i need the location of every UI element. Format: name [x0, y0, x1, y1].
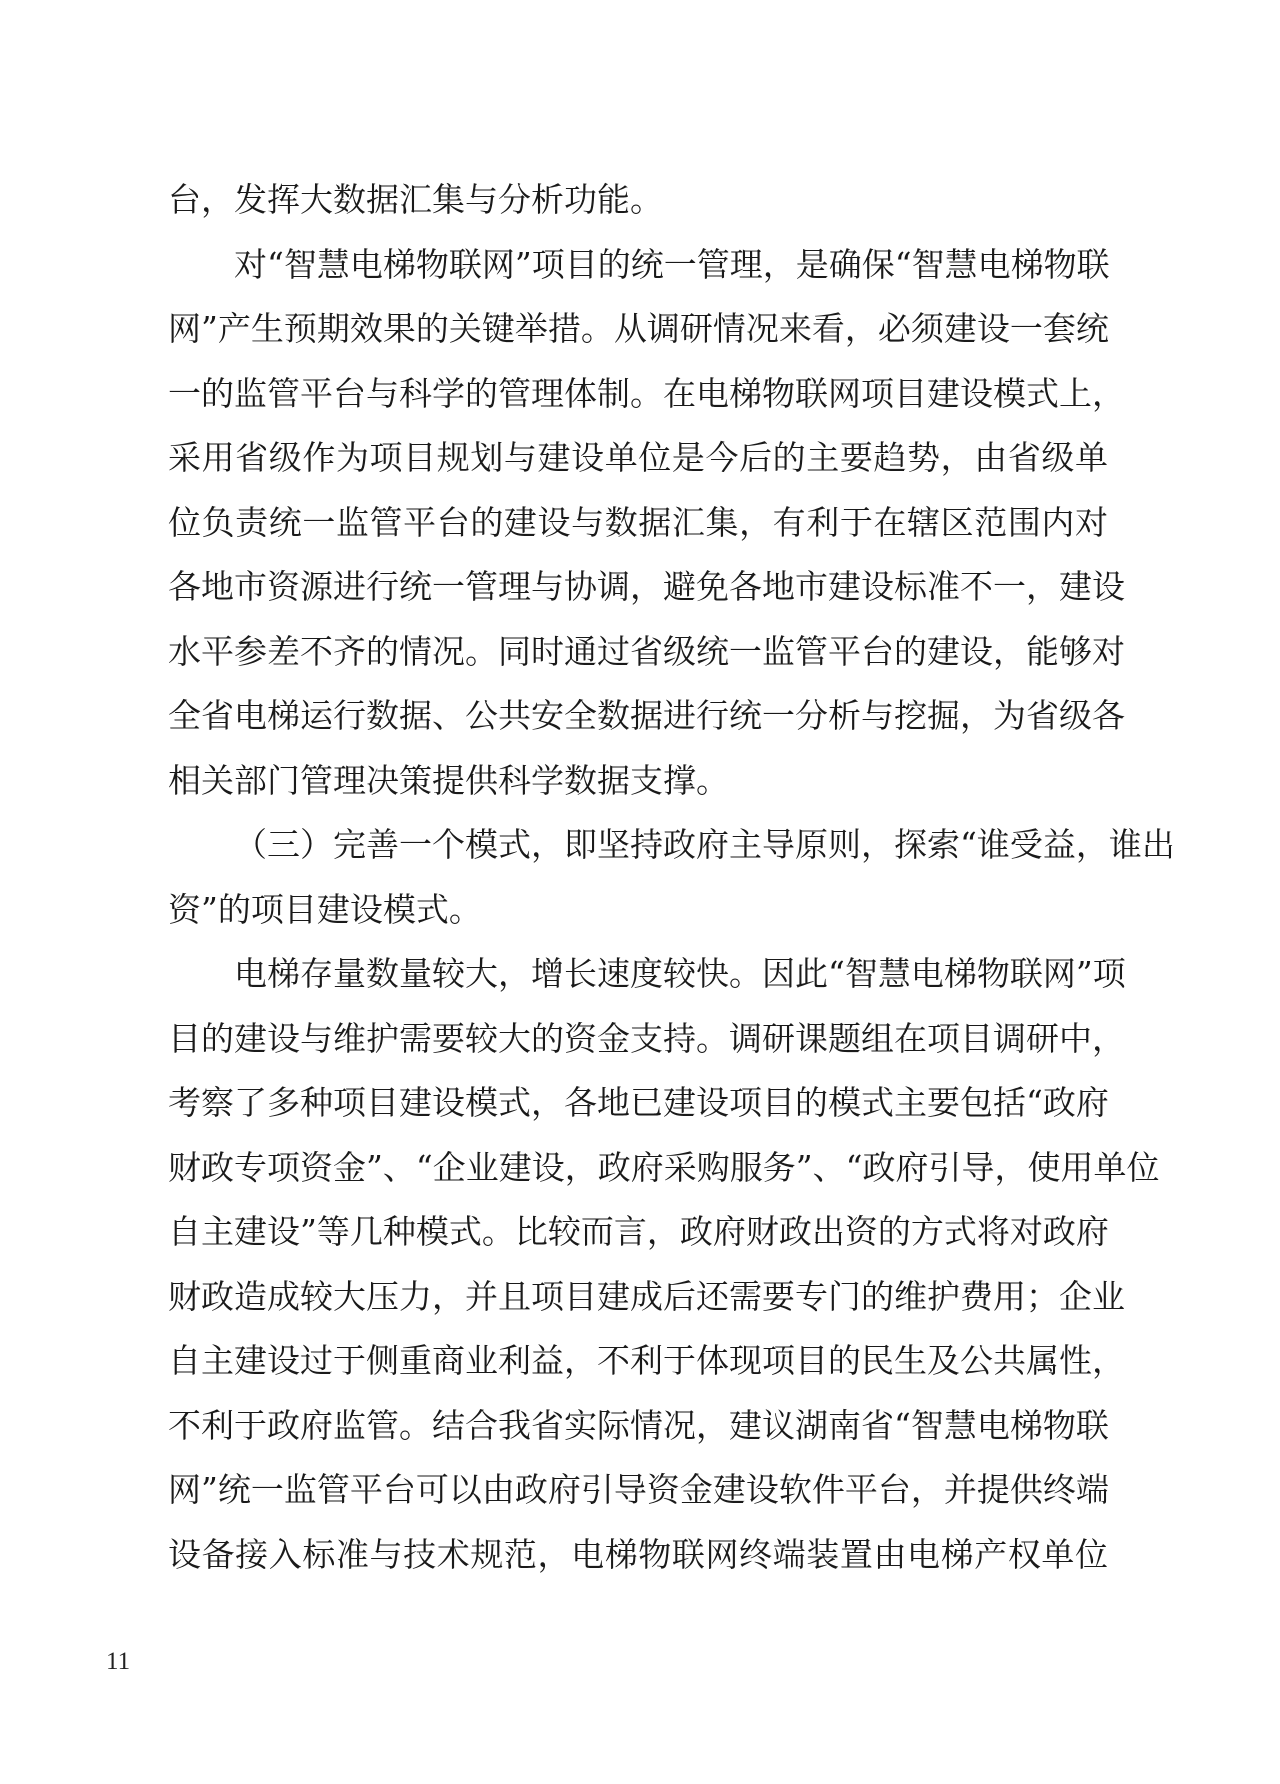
text-line: 水平参差不齐的情况。同时通过省级统一监管平台的建设，能够对: [168, 631, 1125, 671]
text-line: 目的建设与维护需要较大的资金支持。调研课题组在项目调研中，: [168, 1018, 1125, 1058]
text-line: 财政造成较大压力，并且项目建成后还需要专门的维护费用；企业: [168, 1276, 1125, 1316]
text-line: 采用省级作为项目规划与建设单位是今后的主要趋势，由省级单: [168, 438, 1108, 477]
text-line: 一的监管平台与科学的管理体制。在电梯物联网项目建设模式上，: [168, 373, 1125, 413]
text-line: 位负责统一监管平台的建设与数据汇集，有利于在辖区范围内对: [168, 502, 1108, 542]
text-line: 对“智慧电梯物联网”项目的统一管理，是确保“智慧电梯物联: [234, 244, 1110, 284]
text-line: 网”统一监管平台可以由政府引导资金建设软件平台，并提供终端: [168, 1470, 1109, 1509]
text-line: 设备接入标准与技术规范，电梯物联网终端装置由电梯产权单位: [168, 1534, 1108, 1574]
text-line: 自主建设”等几种模式。比较而言，政府财政出资的方式将对政府: [168, 1212, 1109, 1251]
section-heading-line: 资”的项目建设模式。: [168, 889, 482, 929]
text-line: 各地市资源进行统一管理与协调，避免各地市建设标准不一，建设: [168, 567, 1125, 606]
text-line: 考察了多种项目建设模式，各地已建设项目的模式主要包括“政府: [168, 1083, 1109, 1122]
text-line: 全省电梯运行数据、公共安全数据进行统一分析与挖掘，为省级各: [168, 696, 1125, 735]
text-line: 相关部门管理决策提供科学数据支撑。: [168, 760, 729, 800]
text-line: 不利于政府监管。结合我省实际情况，建议湖南省“智慧电梯物联: [168, 1405, 1109, 1445]
text-line: 网”产生预期效果的关键举措。从调研情况来看，必须建设一套统: [168, 309, 1109, 348]
text-line: 财政专项资金”、“企业建设，政府采购服务”、“政府引导，使用单位: [168, 1147, 1160, 1187]
page-number: 11: [106, 1648, 131, 1675]
text-line: 台，发挥大数据汇集与分析功能。: [168, 180, 663, 219]
text-line: 电梯存量数量较大，增长速度较快。因此“智慧电梯物联网”项: [234, 954, 1126, 993]
text-line: 自主建设过于侧重商业利益，不利于体现项目的民生及公共属性，: [168, 1341, 1125, 1380]
section-heading-line: （三）完善一个模式，即坚持政府主导原则，探索“谁受益，谁出: [234, 825, 1175, 864]
body-text: [168, 168, 1175, 1587]
